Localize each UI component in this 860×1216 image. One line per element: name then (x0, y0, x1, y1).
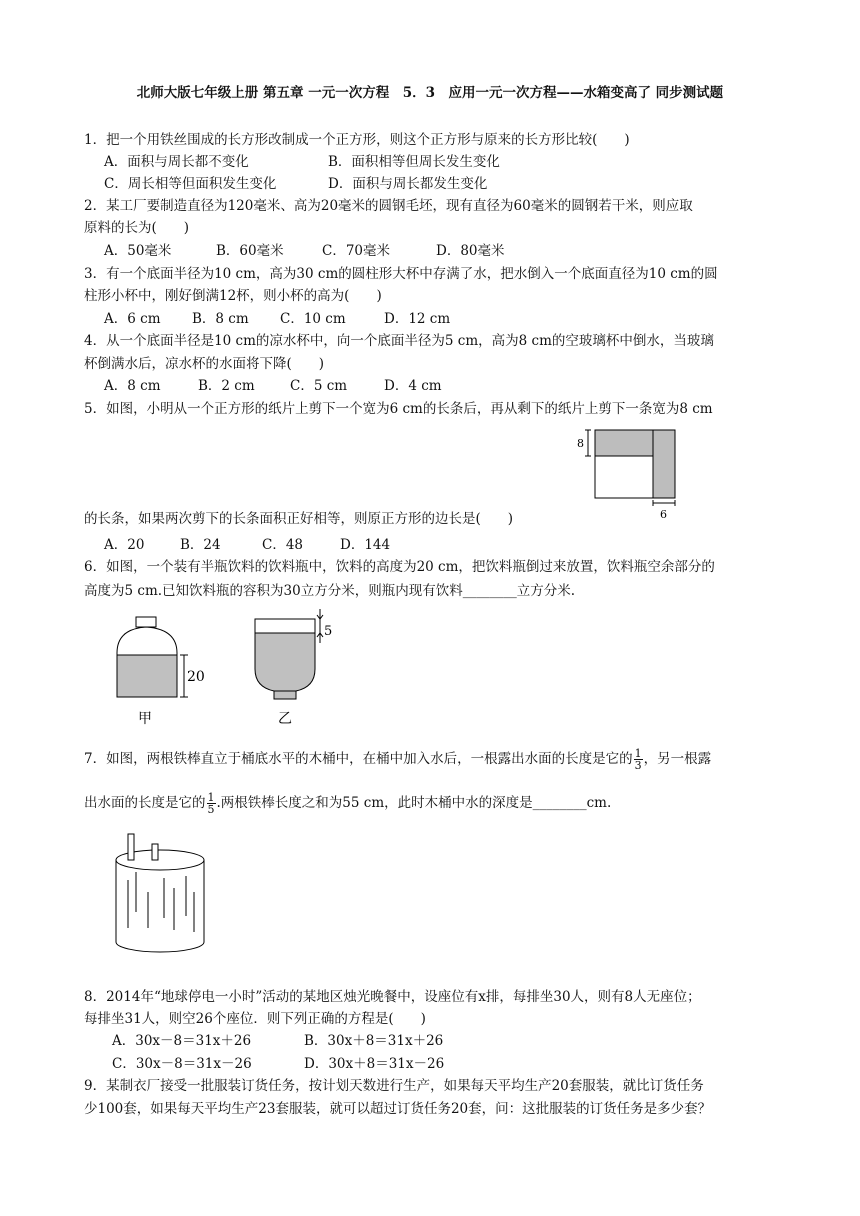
question-2-stem-line-2: 原料的长为( ) (84, 220, 190, 236)
question-9-stem-line-2: 少100套，如果每天平均生产23套服装，就可以超过订货任务20套，问：这批服装的订货任务是多少套？ (84, 1101, 712, 1117)
question-8-option-a: A．30x－8＝31x＋26 (112, 1033, 252, 1049)
question-1-option-a: A．面积与周长都不变化 (104, 154, 249, 170)
fraction-one-fifth: $\frac{1}{5}$ (207, 791, 215, 816)
question-4-option-d: D．4 cm (384, 378, 442, 394)
question-7-stem-line-2 (84, 788, 611, 818)
label-5: 5 (324, 624, 333, 639)
question-7-figure (108, 832, 212, 960)
question-8-stem-line-2: 每排坐31人，则空26个座位．则下列正确的方程是( ) (84, 1011, 426, 1027)
question-7-text-d: .两根铁棒长度之和为55 cm，此时木桶中水的深度是________cm. (216, 795, 612, 811)
question-3-stem-line-1: 3．有一个底面半径为10 cm，高为30 cm的圆柱形大杯中存满了水，把水倒入一个底面直径为10 cm的圆 (84, 266, 718, 282)
question-4-option-c: C．5 cm (290, 378, 348, 394)
question-5-stem-line-2: 的长条，如果两次剪下的长条面积正好相等，则原正方形的边长是( ) (84, 511, 514, 527)
caption-yi: 乙 (278, 711, 292, 727)
question-3-option-c: C．10 cm (280, 311, 346, 327)
question-2-option-c: C．70毫米 (322, 243, 391, 259)
question-2-stem-line-1: 2．某工厂要制造直径为120毫米、高为20毫米的圆钢毛坯，现有直径为60毫米的圆钢若干米，则应取 (84, 198, 693, 214)
question-6-stem-line-1: 6．如图，一个装有半瓶饮料的饮料瓶中，饮料的高度为20 cm，把饮料瓶倒过来放置，饮料瓶空余部分的 (84, 559, 715, 575)
question-8-option-b: B．30x＋8＝31x＋26 (304, 1033, 444, 1049)
page-title: 北师大版七年级上册 第五章 一元一次方程 5．3 应用一元一次方程——水箱变高了 同步测试题 (136, 85, 724, 101)
question-7-text-a: 7．如图，两根铁棒直立于桶底水平的木桶中，在桶中加入水后，一根露出水面的长度是它的 (84, 751, 633, 767)
liquid-inverted (255, 633, 315, 691)
question-9-stem-line-1: 9．某制衣厂接受一批服装订货任务，按计划天数进行生产，如果每天平均生产20套服装，就比订货任务 (84, 1078, 704, 1094)
question-7-text-b: ，另一根露 (643, 751, 712, 767)
question-1-option-d: D．面积与周长都发生变化 (328, 176, 488, 192)
question-8-stem-line-1: 8．2014年“地球停电一小时”活动的某地区烛光晚餐中，设座位有x排，每排坐30人，则有8人无座位； (84, 989, 701, 1005)
question-3-option-d: D．12 cm (384, 311, 451, 327)
question-4-option-a: A．8 cm (104, 378, 161, 394)
question-7-stem-line-1 (84, 744, 711, 774)
question-8-option-c: C．30x－8＝31x－26 (112, 1056, 252, 1072)
question-4-stem-line-2: 杯倒满水后，凉水杯的水面将下降( ) (84, 356, 325, 372)
strip-top (595, 430, 653, 456)
question-6-stem-line-2: 高度为5 cm.已知饮料瓶的容积为30立方分米，则瓶内现有饮料________立方分米. (84, 583, 576, 599)
question-5-option-d: D．144 (340, 537, 391, 553)
question-1-option-c: C．周长相等但面积发生变化 (104, 176, 277, 192)
question-2-option-a: A．50毫米 (104, 243, 172, 259)
question-5-figure (575, 428, 705, 524)
question-6-figure (110, 615, 350, 730)
question-3-option-b: B．8 cm (192, 311, 249, 327)
strip-right (653, 430, 675, 498)
question-8-option-d: D．30x＋8＝31x－26 (304, 1056, 445, 1072)
label-8: 8 (577, 437, 584, 450)
question-4-stem-line-1: 4．从一个底面半径是10 cm的凉水杯中，向一个底面半径为5 cm，高为8 cm的空玻璃杯中倒水，当玻璃 (84, 333, 714, 349)
question-2-option-b: B．60毫米 (216, 243, 284, 259)
caption-jia: 甲 (138, 711, 152, 727)
liquid-upright (117, 655, 177, 697)
label-6: 6 (660, 508, 667, 521)
question-5-option-c: C．48 (262, 537, 304, 553)
question-7-text-c: 出水面的长度是它的 (84, 795, 206, 811)
fraction-one-third: $\frac{1}{3}$ (634, 747, 642, 772)
question-4-option-b: B．2 cm (198, 378, 255, 394)
label-20: 20 (187, 669, 205, 685)
question-5-option-b: B．24 (180, 537, 221, 553)
question-3-stem-line-2: 柱形小杯中，刚好倒满12杯，则小杯的高为( ) (84, 288, 382, 304)
question-1-option-b: B．面积相等但周长发生变化 (328, 154, 500, 170)
question-1-stem: 1．把一个用铁丝围成的长方形改制成一个正方形，则这个正方形与原来的长方形比较( ) (84, 132, 630, 148)
question-3-option-a: A．6 cm (104, 311, 161, 327)
question-5-option-a: A．20 (104, 537, 145, 553)
question-5-stem-line-1: 5．如图，小明从一个正方形的纸片上剪下一个宽为6 cm的长条后，再从剩下的纸片上剪下一条宽为8 cm (84, 401, 713, 417)
question-2-option-d: D．80毫米 (436, 243, 505, 259)
